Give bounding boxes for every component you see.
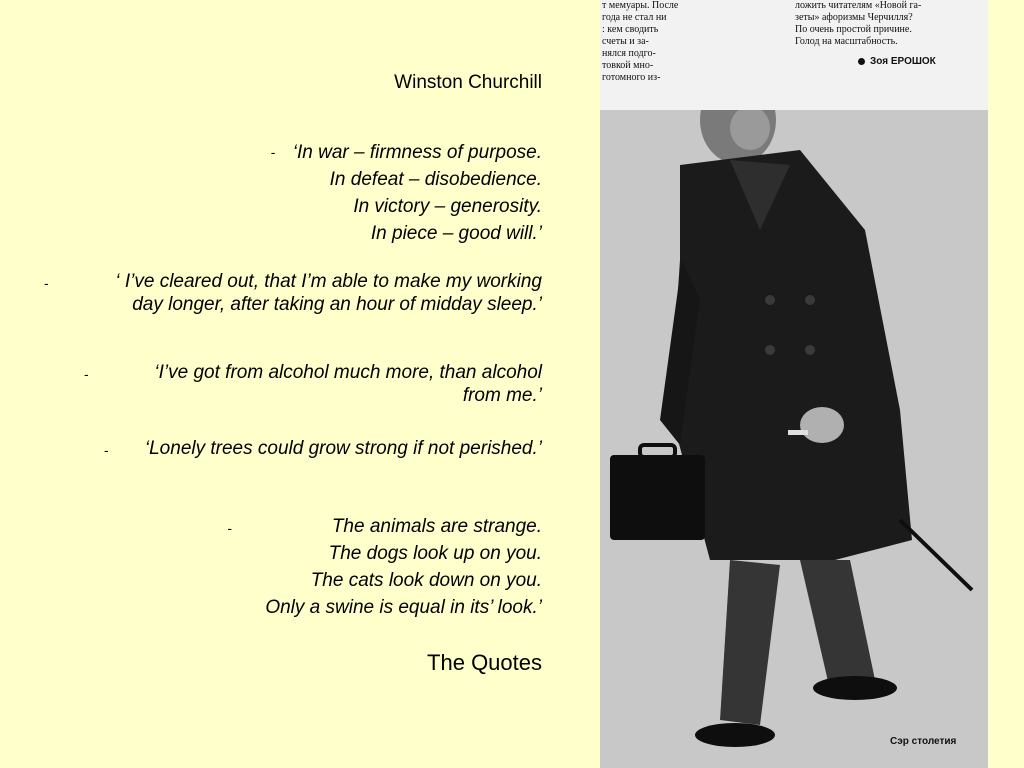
quote-item xyxy=(104,437,542,460)
photo-caption: Сэр столетия xyxy=(890,736,957,747)
quote-line: ‘In war – firmness of purpose. xyxy=(292,142,542,163)
quote-line: In defeat – disobedience. xyxy=(329,169,542,190)
newspaper-clipping xyxy=(600,0,988,110)
clipping-text-right: ложить читателям «Новой га- зеты» афоризмы Черчилля? По очень простой причине. Голод на масштабность. xyxy=(795,0,922,47)
quote-item xyxy=(84,361,542,407)
slide-title: Winston Churchill xyxy=(394,72,542,93)
slide-margin xyxy=(988,0,1024,768)
quote-line: In piece – good will.’ xyxy=(370,223,542,244)
portrait-illustration xyxy=(600,0,988,768)
quote-item xyxy=(270,139,542,247)
quote-text: ‘Lonely trees could grow strong if not perished.’ xyxy=(144,438,542,459)
bullet-marker: - xyxy=(227,520,232,536)
quote-line: In victory – generosity. xyxy=(353,196,542,217)
quote-line: The cats look down on you. xyxy=(310,570,542,591)
churchill-photo xyxy=(600,0,988,768)
quote-line: The dogs look up on you. xyxy=(328,543,542,564)
quote-line: The animals are strange. xyxy=(331,516,542,537)
clipping-text-left: т мемуары. После года не стал ни : кем сводить счеты и за- нялся подго- товкой мно- готомного из- xyxy=(602,0,679,83)
quote-item xyxy=(227,513,542,621)
bullet-marker: - xyxy=(84,366,89,382)
quote-line: Only a swine is equal in its’ look.’ xyxy=(265,597,542,618)
quote-text: ‘I’ve got from alcohol much more, than alcohol from me.’ xyxy=(154,362,542,406)
section-label: The Quotes xyxy=(427,650,542,675)
clipping-author: Зоя ЕРОШОК xyxy=(858,56,936,68)
bullet-marker: - xyxy=(44,275,49,291)
quote-item xyxy=(44,270,542,316)
bullet-marker: - xyxy=(270,144,276,160)
quote-text: ‘ I’ve cleared out, that I’m able to make my working day longer, after taking an hour of midday sleep.’ xyxy=(115,271,542,315)
bullet-marker: - xyxy=(104,442,109,458)
